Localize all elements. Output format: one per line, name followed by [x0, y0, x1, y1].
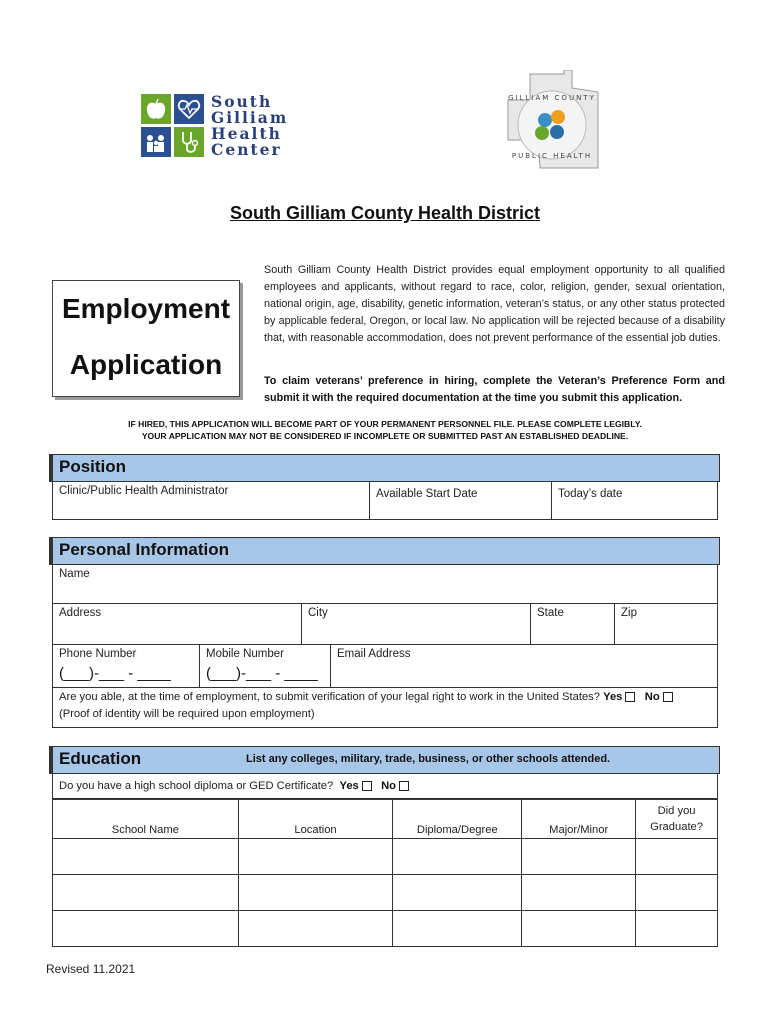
position-row: [52, 482, 718, 520]
apple-icon: [141, 94, 171, 124]
address-row: [52, 604, 718, 645]
col-school-name: School Name: [53, 800, 239, 839]
south-gilliam-health-center-logo: [141, 92, 289, 164]
gilliam-county-public-health-logo: [500, 70, 605, 175]
stethoscope-icon: [174, 127, 204, 157]
email-label: Email Address: [337, 648, 411, 660]
mobile-label: Mobile Number: [206, 648, 284, 660]
col-diploma-degree: Diploma/Degree: [393, 800, 522, 839]
graduated-cell[interactable]: [636, 875, 718, 911]
city-field[interactable]: [302, 604, 531, 644]
employment-application-box: [52, 280, 240, 397]
svg-text:GILLIAM COUNTY: GILLIAM COUNTY: [508, 94, 596, 102]
col-graduated: Did you Graduate?: [636, 800, 718, 839]
education-header-row: [53, 800, 718, 839]
major-cell[interactable]: [522, 839, 636, 875]
diploma-yes-checkbox[interactable]: [362, 781, 372, 791]
education-row: [53, 839, 718, 875]
work-auth-no-checkbox[interactable]: [663, 692, 673, 702]
diploma-no-checkbox[interactable]: [399, 781, 409, 791]
app-box-line-1: Employment: [61, 293, 231, 324]
diploma-cell[interactable]: [393, 911, 522, 947]
address-label: Address: [59, 607, 102, 619]
col-major-minor: Major/Minor: [522, 800, 636, 839]
work-auth-no-label: No: [644, 691, 660, 703]
app-box-line-2: Application: [69, 349, 223, 380]
location-cell[interactable]: [238, 875, 393, 911]
logo-wordmark: [211, 94, 288, 158]
diploma-cell[interactable]: [393, 875, 522, 911]
available-start-date-label: Available Start Date: [376, 488, 478, 500]
state-label: State: [537, 607, 564, 619]
diploma-yes-label: Yes: [339, 780, 359, 792]
notice-line-1: IF HIRED, THIS APPLICATION WILL BECOME PART OF YOUR PERMANENT PERSONNEL FILE. PLEASE COMPLETE LEGIBLY.: [128, 419, 642, 429]
work-auth-row: [52, 688, 718, 728]
education-table: [52, 799, 718, 947]
school-name-cell[interactable]: [53, 911, 239, 947]
location-cell[interactable]: [238, 911, 393, 947]
education-row: [53, 911, 718, 947]
name-row: [52, 565, 718, 604]
work-auth-yes-label: Yes: [603, 691, 623, 703]
city-label: City: [308, 607, 328, 619]
logo-word-4: Center: [211, 140, 282, 159]
phone-field[interactable]: [53, 645, 200, 687]
work-auth-text: Are you able, at the time of employment, to submit verification of your legal right to work in the United States?: [59, 691, 600, 703]
zip-label: Zip: [621, 607, 637, 619]
name-field[interactable]: [53, 565, 717, 603]
diploma-no-label: No: [381, 780, 397, 792]
logo-word-3: Health: [211, 124, 282, 143]
position-section-header: [52, 454, 720, 482]
graduated-cell[interactable]: [636, 839, 718, 875]
diploma-cell[interactable]: [393, 839, 522, 875]
phone-label: Phone Number: [59, 648, 137, 660]
veterans-preference-note: To claim veterans’ preference in hiring, complete the Veteran’s Preference Form and submit it with the required documentation at the time you submit this application.: [264, 375, 725, 404]
position-title-value: Clinic/Public Health Administrator: [59, 485, 229, 497]
logo-word-2: Gilliam: [211, 108, 289, 127]
work-auth-note: (Proof of identity will be required upon employment): [59, 708, 315, 720]
phone-row: [52, 645, 718, 688]
zip-field[interactable]: [615, 604, 717, 644]
col-location: Location: [238, 800, 393, 839]
todays-date-field[interactable]: [552, 482, 717, 519]
graduated-cell[interactable]: [636, 911, 718, 947]
eeo-statement: South Gilliam County Health District provides equal employment opportunity to all qualified employees and applicants, without regard to race, color, religion, gender, sexual orientation, national origin, age, disability, genetic information, veteran’s status, or any other status protected by applicable federal, Oregon, or local law. No application will be rejected because of a disability that, with reasonable accommodation, does not prevent performance of the essential job duties.: [264, 264, 725, 344]
mobile-blank: (___)-___ - ____: [206, 665, 318, 682]
phone-blank: (___)-___ - ____: [59, 665, 171, 682]
education-heading: Education: [59, 749, 142, 768]
mobile-field[interactable]: [200, 645, 331, 687]
notice-line-2: YOUR APPLICATION MAY NOT BE CONSIDERED IF INCOMPLETE OR SUBMITTED PAST AN ESTABLISHED DEADLINE.: [141, 431, 629, 441]
svg-text:PUBLIC HEALTH: PUBLIC HEALTH: [511, 152, 593, 160]
diploma-text: Do you have a high school diploma or GED Certificate?: [59, 780, 334, 792]
education-instruction: List any colleges, military, trade, business, or other schools attended.: [246, 753, 611, 765]
state-field[interactable]: [531, 604, 615, 644]
family-icon: [141, 127, 171, 157]
address-field[interactable]: [53, 604, 302, 644]
work-auth-yes-checkbox[interactable]: [625, 692, 635, 702]
school-name-cell[interactable]: [53, 875, 239, 911]
education-section-header: [52, 746, 720, 774]
application-notice: [0, 418, 770, 442]
logo-word-1: South: [211, 92, 273, 111]
position-heading: Position: [59, 457, 127, 476]
name-label: Name: [59, 568, 90, 580]
page-title: South Gilliam County Health District: [229, 203, 541, 223]
revised-date: Revised 11.2021: [46, 962, 136, 976]
available-start-date-field[interactable]: [370, 482, 552, 519]
location-cell[interactable]: [238, 839, 393, 875]
major-cell[interactable]: [522, 911, 636, 947]
personal-info-section-header: [52, 537, 720, 565]
email-field[interactable]: [331, 645, 717, 687]
todays-date-label: Today’s date: [558, 488, 623, 500]
work-auth-question: [59, 689, 673, 723]
personal-info-heading: Personal Information: [59, 540, 230, 559]
major-cell[interactable]: [522, 875, 636, 911]
diploma-question: [59, 778, 409, 795]
heart-pulse-icon: [174, 94, 204, 124]
school-name-cell[interactable]: [53, 839, 239, 875]
diploma-row: [52, 774, 718, 799]
position-title-field[interactable]: [53, 482, 370, 519]
education-row: [53, 875, 718, 911]
